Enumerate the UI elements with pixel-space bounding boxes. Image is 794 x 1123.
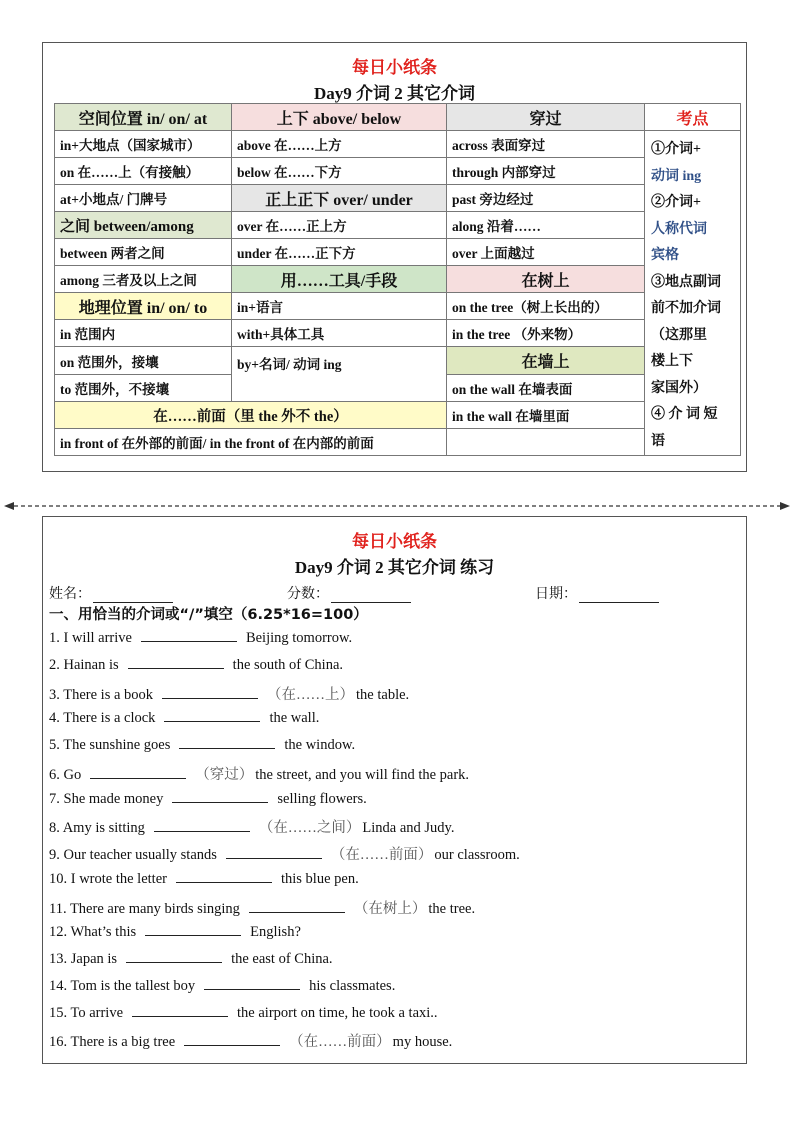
kaodian-line: 语 <box>651 433 665 449</box>
question-item <box>49 629 352 647</box>
table-cell: below 在……下方 <box>232 158 447 185</box>
notes-card <box>42 42 747 472</box>
question-text: 4. There is a clock <box>49 710 156 727</box>
question-item <box>49 897 475 918</box>
question-text: 15. To arrive <box>49 1004 124 1021</box>
kaodian-line: 人称代词 <box>651 221 707 237</box>
question-text-after: the window. <box>284 737 356 753</box>
table-cell: among 三者及以上之间 <box>55 266 232 293</box>
table-cell: at+小地点/ 门牌号 <box>55 185 232 212</box>
question-text-after: his classmates. <box>309 977 396 994</box>
kaodian-line: ④ 介 词 短 <box>651 407 718 422</box>
page-title: Day9 介词 2 其它介词 <box>313 84 476 103</box>
answer-blank[interactable] <box>141 629 237 642</box>
name-field[interactable] <box>49 583 173 603</box>
question-hint: （在……前面） <box>330 847 433 863</box>
arrow-left-icon <box>4 502 14 510</box>
table-cell: in front of 在外部的前面/ in the front of 在内部的前面 <box>55 429 447 456</box>
table-cell: along 沿着…… <box>447 212 645 239</box>
arrow-right-icon <box>780 502 790 510</box>
answer-blank[interactable] <box>176 870 272 883</box>
kaodian-line: ②介词+ <box>651 195 701 210</box>
table-cell <box>447 429 645 456</box>
date-blank[interactable] <box>579 588 659 603</box>
exercise-card <box>42 516 747 1064</box>
question-text-after: the street, and you will find the park. <box>255 766 470 783</box>
kaodian-line: 楼上下 <box>651 354 693 369</box>
question-text: 14. Tom is the tallest boy <box>49 977 196 994</box>
table-cell: on 在……上（有接触） <box>55 158 232 185</box>
question-item <box>49 683 409 704</box>
question-text: 7. She made money <box>49 790 164 807</box>
header-space: 空间位置 in/ on/ at <box>55 104 232 131</box>
question-item <box>49 816 454 837</box>
answer-blank[interactable] <box>132 1004 228 1017</box>
question-text-after: the airport on time, he took a taxi.. <box>237 1004 438 1021</box>
kaodian-line: ③地点副词 <box>651 274 721 290</box>
table-cell: past 旁边经过 <box>447 185 645 212</box>
question-item <box>49 923 301 941</box>
question-item <box>49 1004 438 1022</box>
subheader-in-front: 在……前面（里 the 外不 the） <box>55 402 447 429</box>
cut-line-divider <box>4 499 790 513</box>
subheader-between: 之间 between/among <box>55 212 232 239</box>
table-cell: on 范围外，接壤 <box>55 347 232 375</box>
kaodian-line: 宾格 <box>651 248 679 263</box>
table-cell: to 范围外，不接壤 <box>55 375 232 402</box>
preposition-table <box>54 103 741 456</box>
score-blank[interactable] <box>331 588 411 603</box>
answer-blank[interactable] <box>145 923 241 936</box>
kaodian-line: 动词 ing <box>651 168 702 184</box>
table-cell: on the wall 在墙表面 <box>447 375 645 402</box>
question-text-after: my house. <box>392 1034 453 1051</box>
question-text: 9. Our teacher usually stands <box>49 847 217 863</box>
question-item <box>49 1030 452 1051</box>
kaodian-line: 家国外） <box>651 380 707 396</box>
header-through: 穿过 <box>447 104 645 131</box>
question-text: 16. There is a big tree <box>49 1034 176 1051</box>
question-text: 5. The sunshine goes <box>49 737 171 753</box>
question-item <box>49 843 520 864</box>
table-cell: in+语言 <box>232 293 447 320</box>
date-field[interactable] <box>535 583 659 603</box>
table-cell: in+大地点（国家城市） <box>55 131 232 158</box>
table-cell: over 上面越过 <box>447 239 645 266</box>
table-cell: between 两者之间 <box>55 239 232 266</box>
date-label: 日期： <box>535 586 577 602</box>
question-item <box>49 736 355 754</box>
question-item <box>49 763 469 784</box>
answer-blank[interactable] <box>162 686 258 699</box>
question-text: 8. Amy is sitting <box>49 820 145 837</box>
kaodian-line: 前不加介词 <box>651 301 721 316</box>
table-cell: with+具体工具 <box>232 320 447 347</box>
subheader-on-tree: 在树上 <box>447 266 645 293</box>
brand-title: 每日小纸条 <box>352 58 437 77</box>
student-info-row <box>49 583 740 603</box>
kaodian-line: ①介词+ <box>651 142 701 157</box>
subheader-geography: 地理位置 in/ on/ to <box>55 293 232 320</box>
answer-blank[interactable] <box>90 766 186 779</box>
score-label: 分数： <box>287 586 329 602</box>
answer-blank[interactable] <box>184 1033 280 1046</box>
question-text-after: Linda and Judy. <box>362 820 455 837</box>
question-text-after: the tree. <box>428 900 476 917</box>
question-hint: （穿过） <box>195 766 254 783</box>
question-text: 1. I will arrive <box>49 630 132 646</box>
table-cell: in the wall 在墙里面 <box>447 402 645 429</box>
table-cell: above 在……上方 <box>232 131 447 158</box>
question-text-after: English? <box>250 924 301 941</box>
name-label: 姓名： <box>49 586 91 602</box>
question-item <box>49 950 333 968</box>
answer-blank[interactable] <box>128 656 224 669</box>
question-hint: （在……前面） <box>289 1034 391 1051</box>
subheader-over-under: 正上正下 over/ under <box>232 185 447 212</box>
answer-blank[interactable] <box>154 819 250 832</box>
brand-title: 每日小纸条 <box>352 532 437 551</box>
question-item <box>49 870 359 888</box>
answer-blank[interactable] <box>226 846 322 859</box>
answer-blank[interactable] <box>249 900 345 913</box>
score-field[interactable] <box>287 583 411 603</box>
question-text-after: Beijing tomorrow. <box>245 630 353 646</box>
answer-blank[interactable] <box>172 790 268 803</box>
table-cell: across 表面穿过 <box>447 131 645 158</box>
question-text-after: our classroom. <box>434 847 520 863</box>
question-text: 11. There are many birds singing <box>49 900 240 917</box>
question-text-after: selling flowers. <box>277 790 367 807</box>
name-blank[interactable] <box>93 588 173 603</box>
header-updown: 上下 above/ below <box>232 104 447 131</box>
answer-blank[interactable] <box>179 736 275 749</box>
question-text-after: the south of China. <box>232 656 344 673</box>
question-item <box>49 656 343 674</box>
answer-blank[interactable] <box>126 950 222 963</box>
table-cell: through 内部穿过 <box>447 158 645 185</box>
question-text: 10. I wrote the letter <box>49 870 167 887</box>
question-hint: （在树上） <box>353 900 427 917</box>
question-text: 2. Hainan is <box>49 656 119 673</box>
kaodian-cell <box>645 131 741 456</box>
question-text: 3. There is a book <box>49 686 154 703</box>
table-cell: over 在……正上方 <box>232 212 447 239</box>
question-item <box>49 977 395 995</box>
section-heading: 一、用恰当的介词或“/”填空（6.25*16=100） <box>49 607 368 623</box>
table-cell: in the tree （外来物） <box>447 320 645 347</box>
question-text: 6. Go <box>49 766 82 783</box>
table-cell: in 范围内 <box>55 320 232 347</box>
table-cell: by+名词/ 动词 ing <box>232 347 447 402</box>
question-text-after: this blue pen. <box>280 870 359 887</box>
question-hint: （在……上） <box>267 686 355 703</box>
question-text-after: the east of China. <box>231 951 333 967</box>
table-cell: on the tree（树上长出的） <box>447 293 645 320</box>
answer-blank[interactable] <box>204 977 300 990</box>
question-item <box>49 709 319 727</box>
subheader-tools: 用……工具/手段 <box>232 266 447 293</box>
table-cell: under 在……正下方 <box>232 239 447 266</box>
question-text-after: the table. <box>356 686 410 703</box>
question-hint: （在……之间） <box>258 820 361 837</box>
kaodian-line: （这那里 <box>651 327 707 343</box>
header-kaodian: 考点 <box>645 104 741 131</box>
subheader-on-wall: 在墙上 <box>447 347 645 375</box>
question-text: 12. What’s this <box>49 924 137 941</box>
exercise-title: Day9 介词 2 其它介词 练习 <box>294 558 495 577</box>
question-item <box>49 790 367 808</box>
question-text-after: the wall. <box>269 710 320 727</box>
question-text: 13. Japan is <box>49 951 118 967</box>
answer-blank[interactable] <box>164 709 260 722</box>
